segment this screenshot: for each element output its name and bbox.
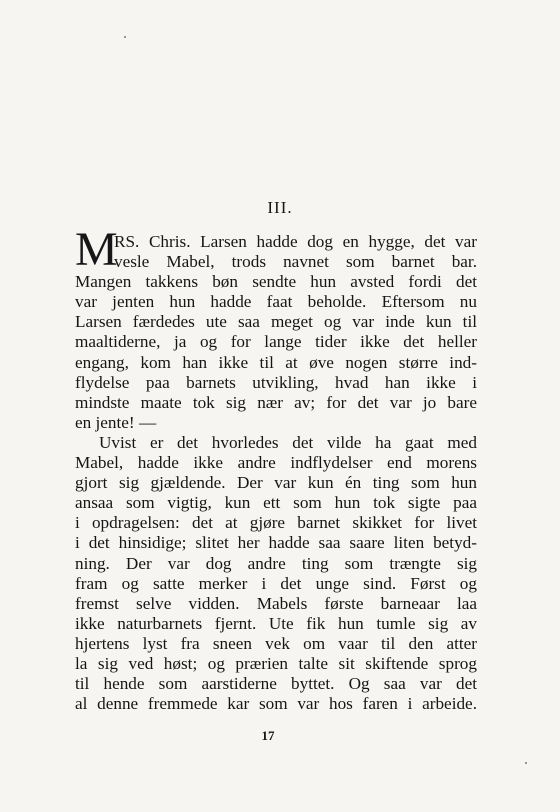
- text-line: la sig ved høst; og prærien talte sit skiftende sprog: [75, 653, 477, 673]
- text-line: Mabel, hadde ikke andre indflydelser end morens: [75, 453, 477, 473]
- text-line: til hende som aarstiderne byttet. Og saa var det: [75, 674, 477, 694]
- chapter-heading: III.: [267, 198, 293, 217]
- text-line: Uvist er det hvorledes det vilde ha gaat med: [99, 432, 477, 452]
- text-line: gjort sig gjældende. Der var kun én ting som hun: [75, 473, 477, 493]
- text-line: fram og satte merker i det unge sind. Først og: [75, 573, 477, 593]
- text-line: maaltiderne, ja og for lange tider ikke det heller: [75, 332, 477, 352]
- text-line: i opdragelsen: det at gjøre barnet skikket for livet: [75, 513, 477, 533]
- text-line: en jente! —: [75, 412, 157, 432]
- text-line: Larsen færdedes ute saa meget og var inde kun til: [75, 312, 477, 332]
- paper-speck: [124, 36, 126, 38]
- text-line: ansaa som vigtig, kun ett som hun tok sigte paa: [75, 493, 477, 513]
- paper-speck: [525, 762, 527, 764]
- text-line: engang, kom han ikke til at øve nogen større ind-: [75, 352, 477, 372]
- text-line: flydelse paa barnets utvikling, hvad han ikke i: [75, 372, 477, 392]
- text-line: Mangen takkens bøn sendte hun avsted fordi det: [75, 272, 477, 292]
- text-line: fremst selve vidden. Mabels første barneaar laa: [75, 593, 477, 613]
- text-line: al denne fremmede kar som var hos faren i arbeide.: [75, 694, 477, 714]
- text-line: RS. Chris. Larsen hadde dog en hygge, det var: [114, 232, 477, 251]
- text-line: var jenten hun hadde faat beholde. Eftersom nu: [75, 292, 477, 312]
- text-line: mindste maate tok sig nær av; for det var jo bare: [75, 392, 477, 412]
- page-number: 17: [261, 728, 275, 743]
- text-line: ikke naturbarnets fjernt. Ute fik hun tumle sig av: [75, 613, 477, 633]
- drop-cap: M: [75, 223, 118, 276]
- text-line: ning. Der var dog andre ting som trængte sig: [75, 553, 477, 573]
- text-line: i det hinsidige; slitet her hadde saa saare liten betyd-: [75, 533, 477, 553]
- text-line: vesle Mabel, trods navnet som barnet bar.: [114, 252, 477, 272]
- body-text: [75, 223, 477, 714]
- text-line: hjertens lyst fra sneen vek om vaar til den atter: [75, 633, 477, 653]
